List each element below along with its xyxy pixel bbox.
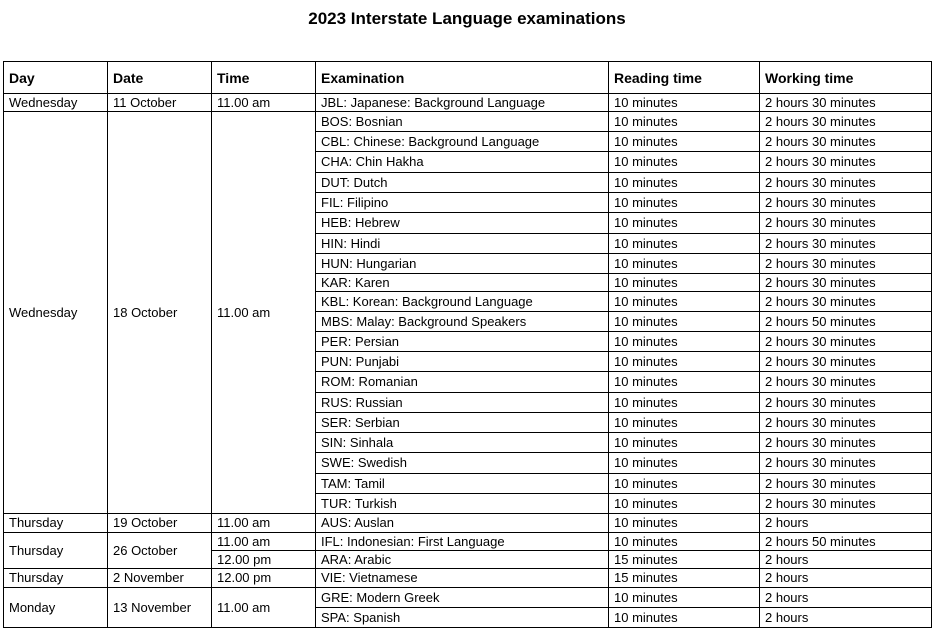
examination-cell: SIN: Sinhala: [316, 433, 609, 453]
working-time-cell: 2 hours 30 minutes: [760, 234, 932, 254]
working-time-cell: 2 hours 30 minutes: [760, 274, 932, 292]
examination-cell: HIN: Hindi: [316, 234, 609, 254]
reading-time-cell: 10 minutes: [609, 152, 760, 173]
reading-time-cell: 10 minutes: [609, 234, 760, 254]
working-time-cell: 2 hours: [760, 608, 932, 628]
examination-cell: VIE: Vietnamese: [316, 569, 609, 588]
header-examination: Examination: [316, 62, 609, 94]
examination-cell: KBL: Korean: Background Language: [316, 292, 609, 312]
reading-time-cell: 10 minutes: [609, 332, 760, 352]
date-cell: 2 November: [108, 569, 212, 588]
examination-cell: RUS: Russian: [316, 393, 609, 413]
header-day: Day: [4, 62, 108, 94]
time-cell: 12.00 pm: [212, 551, 316, 569]
time-cell: 11.00 am: [212, 94, 316, 112]
table-row: [4, 112, 932, 132]
examination-cell: HUN: Hungarian: [316, 254, 609, 274]
working-time-cell: 2 hours 30 minutes: [760, 393, 932, 413]
examination-cell: AUS: Auslan: [316, 514, 609, 533]
examination-cell: BOS: Bosnian: [316, 112, 609, 132]
working-time-cell: 2 hours 50 minutes: [760, 312, 932, 332]
table-row: [4, 588, 932, 608]
reading-time-cell: 10 minutes: [609, 372, 760, 393]
header-reading-time: Reading time: [609, 62, 760, 94]
reading-time-cell: 10 minutes: [609, 213, 760, 234]
working-time-cell: 2 hours 30 minutes: [760, 453, 932, 474]
working-time-cell: 2 hours 30 minutes: [760, 352, 932, 372]
table-row: [4, 533, 932, 551]
examination-cell: GRE: Modern Greek: [316, 588, 609, 608]
working-time-cell: 2 hours 30 minutes: [760, 193, 932, 213]
day-cell: Thursday: [4, 514, 108, 533]
time-cell: 11.00 am: [212, 588, 316, 628]
examination-cell: MBS: Malay: Background Speakers: [316, 312, 609, 332]
time-cell: 11.00 am: [212, 514, 316, 533]
table-row: [4, 94, 932, 112]
table-row: [4, 569, 932, 588]
examination-cell: PUN: Punjabi: [316, 352, 609, 372]
examination-cell: TUR: Turkish: [316, 494, 609, 514]
working-time-cell: 2 hours 30 minutes: [760, 254, 932, 274]
working-time-cell: 2 hours 30 minutes: [760, 94, 932, 112]
examination-cell: TAM: Tamil: [316, 474, 609, 494]
header-working-time: Working time: [760, 62, 932, 94]
exam-timetable: [3, 61, 932, 628]
date-cell: 18 October: [108, 112, 212, 514]
date-cell: 11 October: [108, 94, 212, 112]
reading-time-cell: 10 minutes: [609, 112, 760, 132]
time-cell: 11.00 am: [212, 112, 316, 514]
reading-time-cell: 10 minutes: [609, 588, 760, 608]
examination-cell: SPA: Spanish: [316, 608, 609, 628]
reading-time-cell: 10 minutes: [609, 352, 760, 372]
reading-time-cell: 10 minutes: [609, 193, 760, 213]
examination-cell: SER: Serbian: [316, 413, 609, 433]
working-time-cell: 2 hours 30 minutes: [760, 433, 932, 453]
reading-time-cell: 10 minutes: [609, 608, 760, 628]
examination-cell: SWE: Swedish: [316, 453, 609, 474]
reading-time-cell: 10 minutes: [609, 413, 760, 433]
reading-time-cell: 10 minutes: [609, 94, 760, 112]
working-time-cell: 2 hours: [760, 514, 932, 533]
reading-time-cell: 10 minutes: [609, 292, 760, 312]
day-cell: Thursday: [4, 569, 108, 588]
working-time-cell: 2 hours: [760, 551, 932, 569]
reading-time-cell: 10 minutes: [609, 494, 760, 514]
time-cell: 11.00 am: [212, 533, 316, 551]
examination-cell: PER: Persian: [316, 332, 609, 352]
working-time-cell: 2 hours 30 minutes: [760, 494, 932, 514]
working-time-cell: 2 hours 50 minutes: [760, 533, 932, 551]
page-title: 2023 Interstate Language examinations: [308, 9, 626, 28]
working-time-cell: 2 hours 30 minutes: [760, 372, 932, 393]
date-cell: 19 October: [108, 514, 212, 533]
date-cell: 13 November: [108, 588, 212, 628]
working-time-cell: 2 hours 30 minutes: [760, 332, 932, 352]
examination-cell: KAR: Karen: [316, 274, 609, 292]
reading-time-cell: 10 minutes: [609, 274, 760, 292]
working-time-cell: 2 hours: [760, 569, 932, 588]
reading-time-cell: 15 minutes: [609, 569, 760, 588]
working-time-cell: 2 hours 30 minutes: [760, 292, 932, 312]
examination-cell: JBL: Japanese: Background Language: [316, 94, 609, 112]
examination-cell: CBL: Chinese: Background Language: [316, 132, 609, 152]
examination-cell: ROM: Romanian: [316, 372, 609, 393]
working-time-cell: 2 hours 30 minutes: [760, 474, 932, 494]
reading-time-cell: 10 minutes: [609, 453, 760, 474]
examination-cell: IFL: Indonesian: First Language: [316, 533, 609, 551]
reading-time-cell: 10 minutes: [609, 474, 760, 494]
working-time-cell: 2 hours 30 minutes: [760, 413, 932, 433]
reading-time-cell: 10 minutes: [609, 393, 760, 413]
reading-time-cell: 10 minutes: [609, 514, 760, 533]
reading-time-cell: 10 minutes: [609, 254, 760, 274]
day-cell: Thursday: [4, 533, 108, 569]
table-row: [4, 514, 932, 533]
reading-time-cell: 10 minutes: [609, 533, 760, 551]
examination-cell: DUT: Dutch: [316, 173, 609, 193]
header-date: Date: [108, 62, 212, 94]
header-row: [4, 62, 932, 94]
day-cell: Monday: [4, 588, 108, 628]
examination-cell: ARA: Arabic: [316, 551, 609, 569]
working-time-cell: 2 hours 30 minutes: [760, 213, 932, 234]
header-time: Time: [212, 62, 316, 94]
examination-cell: FIL: Filipino: [316, 193, 609, 213]
day-cell: Wednesday: [4, 112, 108, 514]
date-cell: 26 October: [108, 533, 212, 569]
time-cell: 12.00 pm: [212, 569, 316, 588]
working-time-cell: 2 hours 30 minutes: [760, 132, 932, 152]
reading-time-cell: 15 minutes: [609, 551, 760, 569]
reading-time-cell: 10 minutes: [609, 433, 760, 453]
working-time-cell: 2 hours 30 minutes: [760, 112, 932, 132]
reading-time-cell: 10 minutes: [609, 132, 760, 152]
examination-cell: HEB: Hebrew: [316, 213, 609, 234]
working-time-cell: 2 hours: [760, 588, 932, 608]
reading-time-cell: 10 minutes: [609, 173, 760, 193]
reading-time-cell: 10 minutes: [609, 312, 760, 332]
day-cell: Wednesday: [4, 94, 108, 112]
examination-cell: CHA: Chin Hakha: [316, 152, 609, 173]
working-time-cell: 2 hours 30 minutes: [760, 173, 932, 193]
working-time-cell: 2 hours 30 minutes: [760, 152, 932, 173]
